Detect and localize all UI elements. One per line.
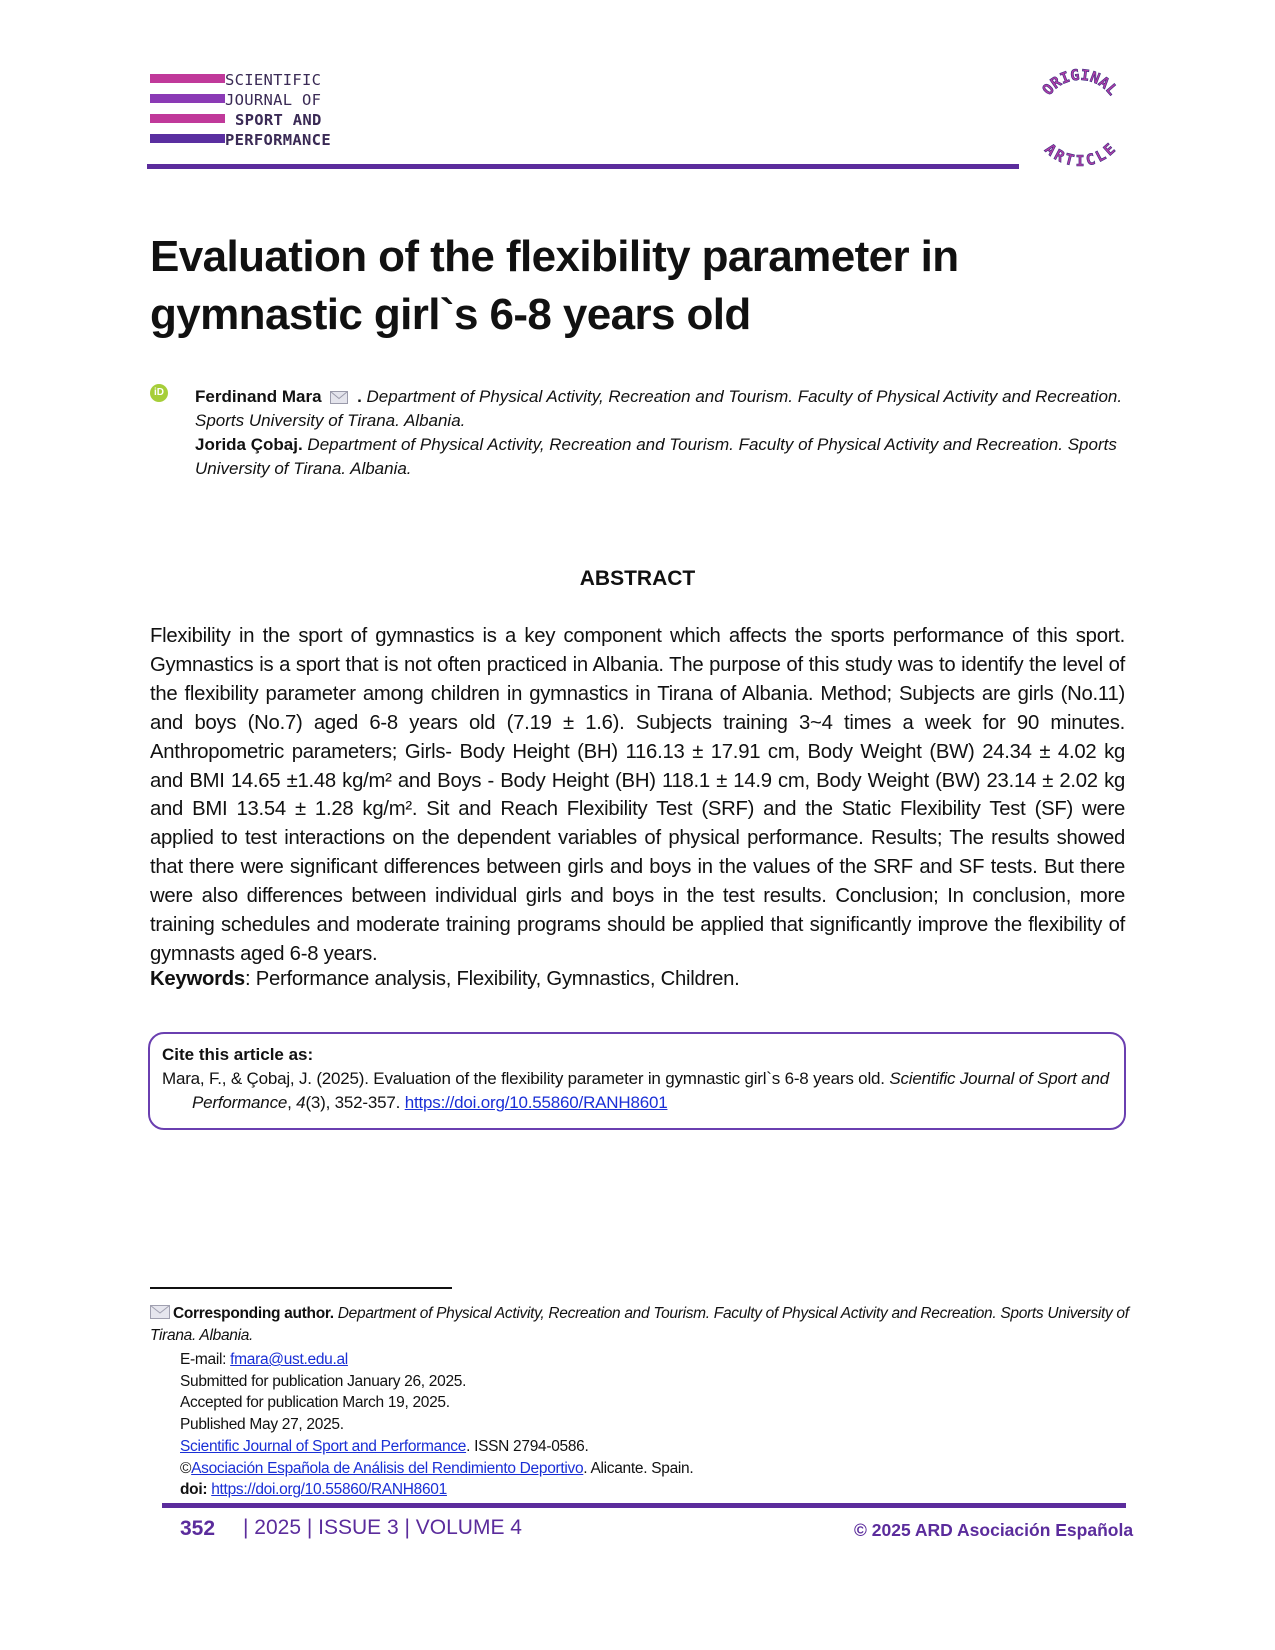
email-line xyxy=(180,1349,693,1371)
article-title: Evaluation of the flexibility parameter in gymnastic girl`s 6-8 years old xyxy=(150,232,959,339)
envelope-icon xyxy=(150,1305,170,1319)
logo-line: PERFORMANCE xyxy=(225,131,331,149)
email-label: E-mail: xyxy=(180,1351,227,1368)
published-date: Published May 27, 2025. xyxy=(180,1416,344,1434)
author-entry xyxy=(195,433,1130,481)
logo-bar xyxy=(150,74,225,83)
email-link[interactable]: fmara@ust.edu.al xyxy=(230,1351,348,1368)
issn: . ISSN 2794-0586. xyxy=(466,1437,589,1455)
corresponding-author-label: Corresponding author. xyxy=(173,1305,334,1322)
journal-link[interactable]: Scientific Journal of Sport and Performance xyxy=(180,1437,467,1455)
association-link[interactable]: Asociación Española de Análisis del Rendimiento Deportivo xyxy=(191,1459,584,1477)
association-line xyxy=(180,1458,693,1480)
journal-line xyxy=(180,1436,693,1458)
keywords-label: Keywords xyxy=(150,968,245,990)
corresponding-author-affiliation: Department of Physical Activity, Recreation and Tourism. Faculty of Physical Activity and Recreation. Sports University of Tirana. Albania. xyxy=(150,1305,1129,1344)
accepted-date: Accepted for publication March 19, 2025. xyxy=(180,1394,450,1412)
logo-bar xyxy=(150,114,225,123)
abstract-heading: ABSTRACT xyxy=(579,567,696,590)
abstract-text: Flexibility in the sport of gymnastics is a key component which affects the sports performance of this sport. Gymnastics is a sport that is not often practiced in Albania. The purpose of this study was to identify the level of the flexibility parameter among children in gymnastics in Tirana of Albania. Method; Subjects are girls (No.11) and boys (No.7) aged 6-8 years old (7.19 ± 1.6). Subjects training 3~4 times a week for 90 minutes. Anthropometric parameters; Girls- Body Height (BH) 116.13 ± 17.91 cm, Body Weight (BW) 24.34 ± 4.02 kg and BMI 14.65 ±1.48 kg/m² and Boys - Body Height (BH) 118.1 ± 14.9 cm, Body Weight (BW) 23.14 ± 2.02 kg and BMI 13.54 ± 1.28 kg/m². Sit and Reach Flexibility Test (SRF) and the Static Flexibility Test (SF) were applied to test interactions on the dependent variables of physical performance. Results; The results showed that there were significant differences between girls and boys in the values of the SRF and SF tests. But there were also differences between individual girls and boys in the test results. Conclusion; In conclusion, more training schedules and moderate training programs should be applied that significantly improve the flexibility of gymnasts aged 6-8 years. xyxy=(150,625,1125,965)
footnote-rule xyxy=(150,1287,452,1289)
doi-line xyxy=(180,1479,693,1501)
keywords xyxy=(150,968,1125,991)
citation-box xyxy=(148,1032,1126,1130)
citation-volume: 4 xyxy=(296,1093,306,1112)
citation-journal: Scientific Journal of Sport and Performance xyxy=(192,1069,1109,1112)
publication-details xyxy=(180,1349,693,1501)
author-separator: . xyxy=(357,387,362,406)
logo-line: SPORT AND xyxy=(235,111,322,129)
footer-rule xyxy=(162,1503,1126,1508)
original-article-seal xyxy=(1025,62,1135,172)
journal-logo-text xyxy=(225,70,331,150)
citation-doi-link[interactable]: https://doi.org/10.55860/RANH8601 xyxy=(404,1093,668,1112)
copyright-symbol: © xyxy=(180,1459,192,1477)
logo-bar xyxy=(150,94,225,103)
author-affiliation: Department of Physical Activity, Recreation and Tourism. Faculty of Physical Activity and Recreation. Sports University of Tirana. Albania. xyxy=(195,435,1117,478)
corresponding-author-note xyxy=(150,1303,1130,1347)
doi-label: doi: xyxy=(180,1481,208,1499)
citation-authors: Mara, F., & Çobaj, J. (2025). Evaluation of the flexibility parameter in gymnastic girl`s 6-8 years old. xyxy=(162,1069,885,1088)
envelope-icon[interactable] xyxy=(330,391,348,404)
seal-bottom-text: ARTICLE xyxy=(1041,139,1119,170)
page-number: 352 xyxy=(180,1517,216,1540)
logo-line: SCIENTIFIC xyxy=(225,71,322,89)
author-entry xyxy=(195,385,1130,433)
author-list xyxy=(195,385,1130,481)
footer-copyright: © 2025 ARD Asociación Española xyxy=(854,1520,1134,1540)
doi-link[interactable]: https://doi.org/10.55860/RANH8601 xyxy=(211,1481,447,1499)
author-affiliation: Department of Physical Activity, Recreation and Tourism. Faculty of Physical Activity and Recreation. Sports University of Tirana. Albania. xyxy=(195,387,1123,430)
issue-info: | 2025 | ISSUE 3 | VOLUME 4 xyxy=(243,1516,522,1539)
citation-issue-pages: (3), 352-357. xyxy=(305,1093,401,1112)
svg-text:ARTICLE xyxy=(1041,140,1119,170)
header-rule xyxy=(147,164,1019,169)
seal-top-text: ORIGINAL xyxy=(1038,65,1122,99)
keywords-list: : Performance analysis, Flexibility, Gymnastics, Children. xyxy=(244,968,740,990)
journal-logo-bars xyxy=(150,74,225,154)
logo-line: JOURNAL OF xyxy=(225,91,322,109)
orcid-icon[interactable]: iD xyxy=(150,384,168,402)
submitted-date: Submitted for publication January 26, 2025. xyxy=(180,1372,467,1390)
location: . Alicante. Spain. xyxy=(583,1459,694,1477)
citation-reference: Mara, F., & Çobaj, J. (2025). Evaluation of the flexibility parameter in gymnastic girl`s 6-8 years old. Scientific Journal of Sport and Performance, 4(3), 352-357. https://doi.org/10.55860/RANH8601 xyxy=(162,1069,1109,1112)
logo-bar xyxy=(150,134,225,143)
author-name: Jorida Çobaj. xyxy=(195,435,303,454)
svg-text:ORIGINAL xyxy=(1039,66,1122,99)
citation-heading: Cite this article as: xyxy=(162,1045,314,1064)
author-name: Ferdinand Mara xyxy=(195,387,322,406)
